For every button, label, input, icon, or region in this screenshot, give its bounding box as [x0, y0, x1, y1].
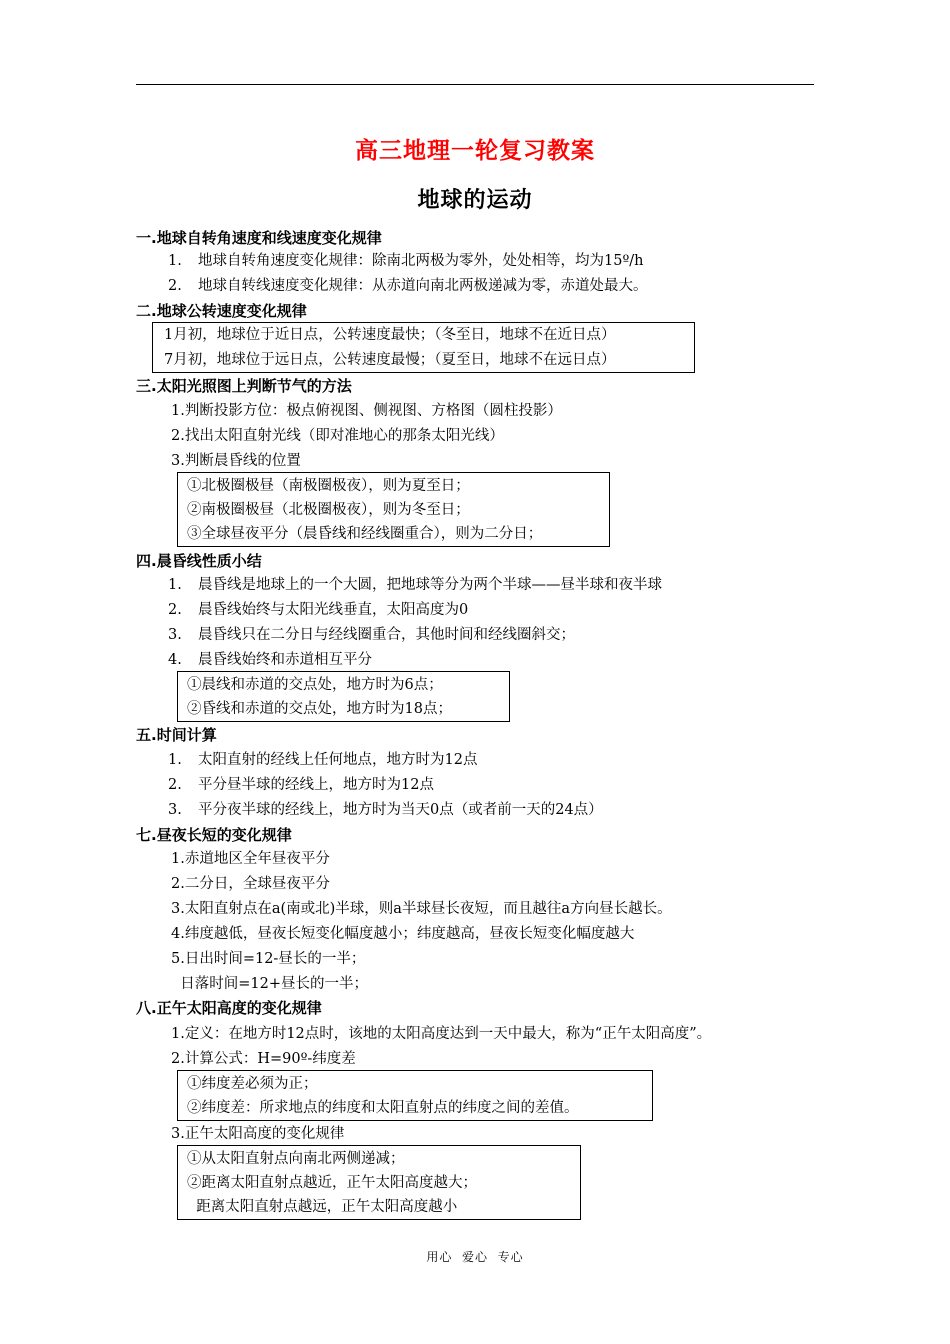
note-box [152, 322, 695, 373]
item-text: 晨昏线只在二分日与经线圈重合，其他时间和经线圈斜交； [198, 627, 575, 643]
page-footer: 用心 爱心 专心 [426, 1250, 524, 1264]
item-number: 4. [168, 652, 182, 668]
list-item [168, 800, 603, 820]
item-number: 2. [168, 278, 182, 294]
note-line: ②距离太阳直射点越近，正午太阳高度越大； [187, 1175, 477, 1191]
header-rule [136, 84, 814, 85]
list-item: 3.正午太阳高度的变化规律 [171, 1126, 345, 1142]
section-heading: 四.晨昏线性质小结 [136, 552, 262, 570]
document-title: 高三地理一轮复习教案 [355, 138, 595, 164]
section-heading: 七.昼夜长短的变化规律 [136, 826, 292, 844]
note-line: ①从太阳直射点向南北两侧递减； [187, 1151, 405, 1167]
item-number: 1. [168, 752, 182, 768]
item-text: 地球自转线速度变化规律：从赤道向南北两极递减为零，赤道处最大。 [198, 278, 648, 294]
note-line: ①晨线和赤道的交点处，地方时为6点； [187, 677, 443, 693]
list-item: 1.赤道地区全年昼夜平分 [171, 851, 330, 867]
note-line: ②南极圈极昼（北极圈极夜），则为冬至日； [187, 502, 470, 518]
list-item: 1.判断投影方位：极点俯视图、侧视图、方格图（圆柱投影） [171, 403, 562, 419]
item-number: 3. [168, 802, 182, 818]
item-number: 2. [168, 777, 182, 793]
note-line: 距离太阳直射点越远，正午太阳高度越小 [187, 1199, 458, 1215]
list-item: 5.日出时间=12-昼长的一半； [171, 951, 366, 967]
document-subtitle: 地球的运动 [417, 188, 533, 213]
item-text: 平分昼半球的经线上，地方时为12点 [198, 777, 434, 793]
item-number: 2. [168, 602, 182, 618]
note-line: ①纬度差必须为正； [187, 1076, 318, 1092]
note-box [177, 1145, 581, 1220]
list-item: 1.定义：在地方时12点时，该地的太阳高度达到一天中最大，称为“正午太阳高度”。 [171, 1026, 712, 1042]
note-line: ①北极圈极昼（南极圈极夜），则为夏至日； [187, 478, 470, 494]
section-heading: 三.太阳光照图上判断节气的方法 [136, 377, 352, 395]
item-number: 1. [168, 577, 182, 593]
list-item [168, 276, 648, 296]
list-item: 4.纬度越低，昼夜长短变化幅度越小；纬度越高，昼夜长短变化幅度越大 [171, 926, 635, 942]
item-text: 晨昏线是地球上的一个大圆，把地球等分为两个半球——昼半球和夜半球 [198, 577, 662, 593]
item-number: 3. [168, 627, 182, 643]
list-item [168, 775, 434, 795]
note-line: ②昏线和赤道的交点处，地方时为18点； [187, 701, 452, 717]
item-text: 晨昏线始终与太阳光线垂直，太阳高度为0 [198, 602, 469, 618]
list-item [168, 750, 477, 770]
list-item: 2.二分日，全球昼夜平分 [171, 876, 330, 892]
note-line: 7月初，地球位于远日点，公转速度最慢；（夏至日，地球不在远日点） [164, 352, 616, 368]
list-item [168, 600, 468, 620]
list-item: 3.判断晨昏线的位置 [171, 453, 301, 469]
list-item: 日落时间=12+昼长的一半； [171, 976, 368, 992]
note-line: ②纬度差：所求地点的纬度和太阳直射点的纬度之间的差值。 [187, 1100, 579, 1116]
section-heading: 八.正午太阳高度的变化规律 [136, 999, 322, 1017]
list-item: 2.计算公式：H=90º-纬度差 [171, 1051, 356, 1067]
item-text: 地球自转角速度变化规律：除南北两极为零外，处处相等，均为15º/h [198, 253, 644, 269]
list-item [168, 625, 575, 645]
item-text: 晨昏线始终和赤道相互平分 [198, 652, 372, 668]
note-box [177, 1070, 653, 1121]
item-text: 太阳直射的经线上任何地点，地方时为12点 [198, 752, 478, 768]
note-box [177, 472, 610, 547]
section-heading: 二.地球公转速度变化规律 [136, 302, 307, 320]
list-item [168, 575, 662, 595]
item-text: 平分夜半球的经线上，地方时为当天0点（或者前一天的24点） [198, 802, 603, 818]
note-line: 1月初，地球位于近日点，公转速度最快；（冬至日，地球不在近日点） [164, 327, 616, 343]
list-item: 3.太阳直射点在a(南或北)半球，则a半球昼长夜短，而且越往a方向昼长越长。 [171, 901, 672, 917]
section-heading: 五.时间计算 [136, 726, 217, 744]
note-box [177, 671, 510, 722]
list-item [168, 251, 644, 271]
section-heading: 一.地球自转角速度和线速度变化规律 [136, 229, 382, 247]
list-item [168, 650, 372, 670]
note-line: ③全球昼夜平分（晨昏线和经线圈重合），则为二分日； [187, 526, 543, 542]
list-item: 2.找出太阳直射光线（即对准地心的那条太阳光线） [171, 428, 504, 444]
item-number: 1. [168, 253, 182, 269]
